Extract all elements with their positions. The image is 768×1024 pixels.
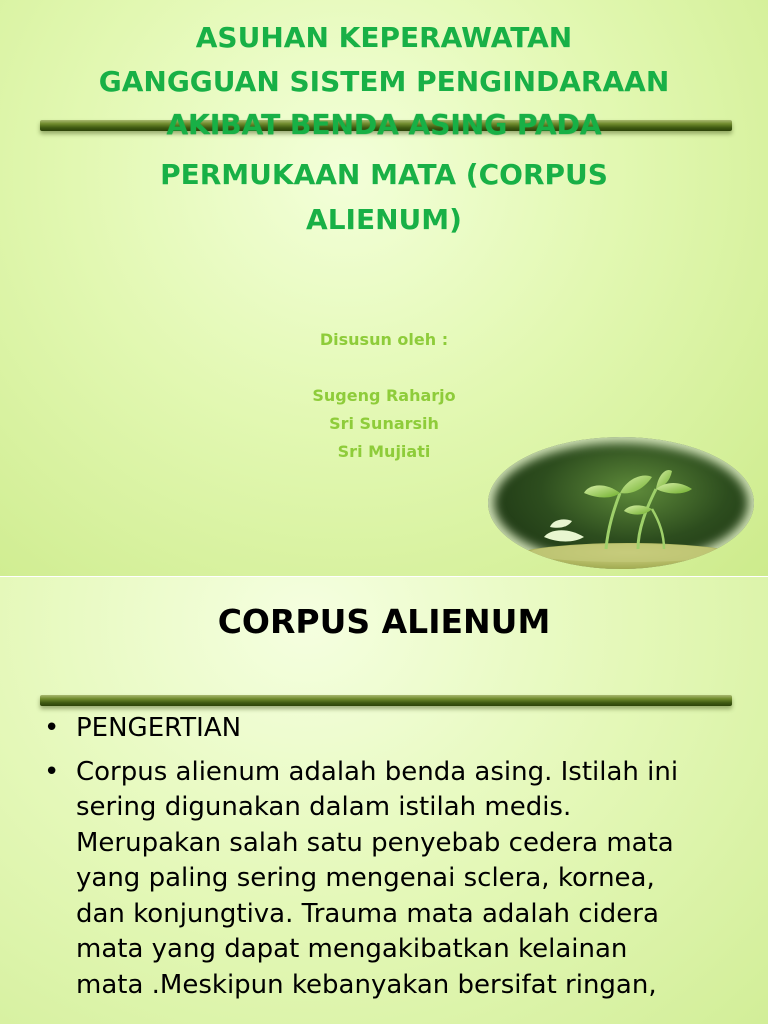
body-text-line: mata .Meskipun kebanyakan bersifat ringan, [76, 969, 657, 1000]
bullet-item [44, 711, 744, 747]
bullet-list [44, 711, 744, 1011]
body-text-line: mata yang dapat mengakibatkan kelainan [76, 934, 628, 964]
seedling-plant-icon [488, 437, 754, 569]
author-name: Sri Sunarsih [329, 414, 439, 433]
bullet-dot-icon: • [44, 756, 60, 787]
bullet-heading: PENGERTIAN [76, 713, 242, 743]
title-divider-bar [40, 695, 732, 706]
slide-title: CORPUS ALIENUM [217, 602, 551, 641]
authors-label: Disusun oleh : [319, 330, 449, 349]
body-text-line: sering digunakan dalam istilah medis. [76, 792, 572, 822]
body-text-line: Merupakan salah satu penyebab cedera mata [76, 827, 674, 858]
content-slide [0, 577, 768, 1024]
title-line-5: ALIENUM) [306, 203, 462, 236]
title-line-4: PERMUKAAN MATA (CORPUS [160, 158, 608, 191]
bullet-dot-icon: • [44, 713, 60, 743]
body-text-line: yang paling sering mengenai sclera, kornea, [76, 863, 655, 893]
author-name: Sri Mujiati [337, 442, 431, 461]
seedling-illustration [488, 437, 754, 569]
body-text-line: dan konjungtiva. Trauma mata adalah cidera [76, 898, 659, 929]
title-line-2: GANGGUAN SISTEM PENGINDARAAN [98, 65, 670, 98]
title-line-3: AKIBAT BENDA ASING PADA [166, 108, 602, 141]
author-name: Sugeng Raharjo [312, 386, 456, 405]
title-line-1: ASUHAN KEPERAWATAN [195, 21, 573, 54]
body-text-line: Corpus alienum adalah benda asing. Istilah ini [76, 756, 679, 787]
bullet-item [44, 755, 744, 1004]
